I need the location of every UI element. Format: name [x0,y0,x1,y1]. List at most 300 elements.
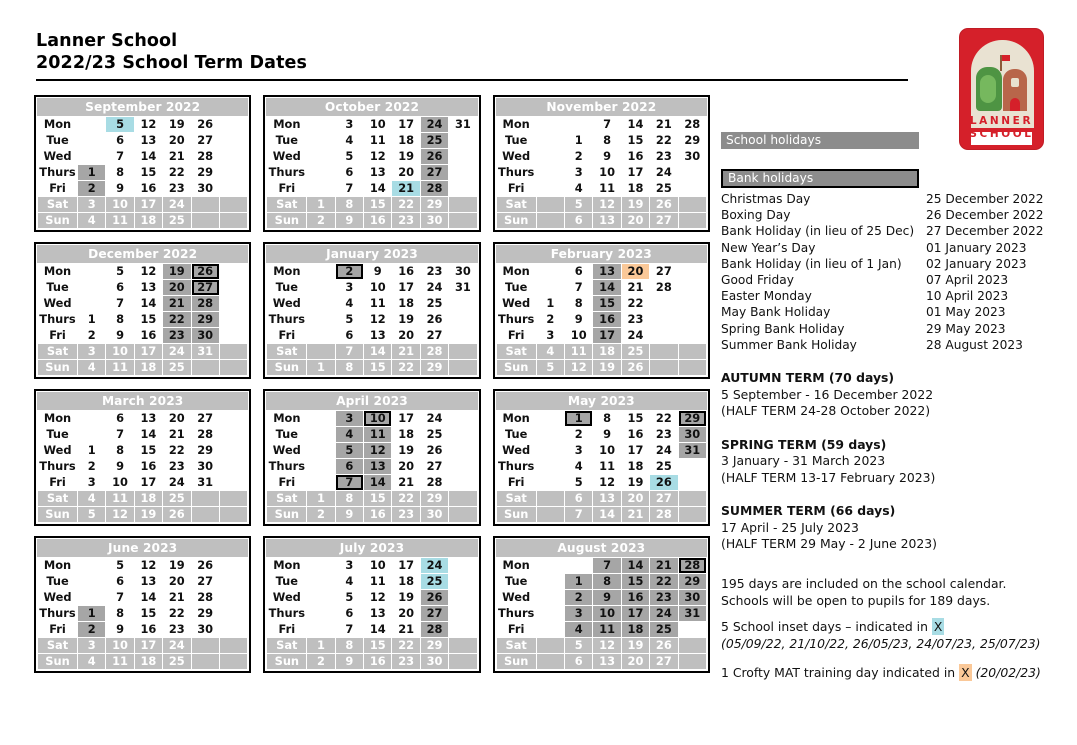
week-row [38,507,247,522]
day-cell: 13 [135,280,162,295]
bank-holiday-name: Easter Monday [721,289,812,304]
empty-cell [307,181,334,196]
day-of-week-label: Mon [267,117,306,132]
day-cell: 26 [650,475,677,490]
day-cell: 3 [336,280,363,295]
day-cell: 30 [192,459,219,474]
week-row [497,165,706,180]
empty-cell [220,197,247,212]
bank-holiday-row [721,207,1051,223]
week-row [38,491,247,506]
day-cell: 17 [392,411,419,426]
day-cell: 8 [336,360,363,375]
day-cell: 21 [163,149,190,164]
week-row [267,443,476,458]
empty-cell [679,491,706,506]
day-cell: 17 [135,344,162,359]
day-cell: 20 [622,491,649,506]
day-cell: 31 [679,443,706,458]
day-cell: 3 [78,475,105,490]
calendar-grid [34,95,710,673]
empty-cell [537,427,564,442]
day-cell: 26 [421,312,448,327]
day-cell: 27 [192,280,219,295]
day-cell: 14 [135,427,162,442]
day-cell: 25 [421,133,448,148]
month-table [496,410,707,523]
bank-holiday-name: Bank Holiday (in lieu of 25 Dec) [721,224,915,239]
empty-cell [537,181,564,196]
day-cell: 9 [364,264,391,279]
day-of-week-label: Sat [267,197,306,212]
day-cell: 30 [192,328,219,343]
note-calendar-days: 195 days are included on the school calendar. [721,575,1007,591]
bank-holiday-date: 10 April 2023 [926,289,1009,304]
month-card [263,536,480,673]
empty-cell [220,443,247,458]
day-cell: 17 [135,638,162,653]
day-cell: 26 [192,558,219,573]
day-cell: 14 [593,280,620,295]
day-of-week-label: Thurs [39,312,76,326]
empty-cell [449,475,476,490]
day-cell: 27 [650,264,677,279]
day-of-week-label: Sun [38,360,77,375]
bank-holiday-row [721,191,1051,207]
day-cell: 29 [192,312,219,327]
day-of-week-label: Fri [38,181,77,196]
day-of-week-label: Thurs [497,165,535,179]
day-cell: 1 [307,197,334,212]
day-cell: 6 [565,654,592,669]
day-cell: 25 [650,459,677,474]
day-cell: 6 [336,165,363,180]
empty-cell [679,296,706,311]
empty-cell [307,133,334,148]
day-cell: 27 [650,491,677,506]
day-cell: 28 [192,590,219,605]
month-title: June 2023 [37,539,248,557]
month-card [34,242,251,379]
week-row [497,264,706,279]
empty-cell [650,344,677,359]
month-card [34,536,251,673]
empty-cell [537,280,564,295]
day-cell: 21 [163,427,190,442]
empty-cell [537,574,564,589]
empty-cell [307,296,334,311]
empty-cell [537,149,564,164]
page-title: 2022/23 School Term Dates [36,53,308,73]
empty-cell [220,507,247,522]
empty-cell [307,459,334,474]
day-cell: 9 [593,149,620,164]
day-cell: 16 [622,427,649,442]
day-cell: 3 [565,606,592,621]
empty-cell [307,344,334,359]
day-cell: 4 [537,344,564,359]
day-cell: 14 [622,558,649,573]
day-of-week-label: Sat [497,197,536,212]
day-cell: 20 [392,328,419,343]
day-of-week-label: Wed [38,443,77,458]
term-date-range: 5 September - 16 December 2022 [721,386,934,402]
empty-cell [679,475,706,490]
legend-school-holidays: School holidays [721,132,919,149]
day-of-week-label: Sat [497,638,536,653]
day-cell: 12 [364,312,391,327]
day-cell: 11 [106,213,133,228]
day-cell: 18 [392,296,419,311]
day-of-week-label: Fri [38,622,77,637]
day-of-week-label: Mon [267,411,306,426]
week-row [497,427,706,442]
empty-cell [449,328,476,343]
day-cell: 22 [650,411,677,426]
day-of-week-label: Mon [497,411,536,426]
day-cell: 21 [163,590,190,605]
week-row [267,149,476,164]
week-row [38,558,247,573]
day-of-week-label: Fri [267,328,306,343]
week-row [267,165,476,180]
week-row [267,427,476,442]
empty-cell [220,165,247,180]
day-cell: 4 [336,427,363,442]
empty-cell [679,280,706,295]
day-cell: 10 [364,117,391,132]
week-row [267,558,476,573]
day-cell: 20 [622,654,649,669]
day-cell: 3 [336,117,363,132]
month-card [34,389,251,526]
week-row [267,622,476,637]
day-cell: 31 [192,344,219,359]
day-cell: 5 [537,360,564,375]
day-cell: 21 [650,558,677,573]
legend-bank-holidays: Bank holidays [721,169,919,188]
empty-cell [78,133,105,148]
empty-cell [679,181,706,196]
empty-cell [307,149,334,164]
day-of-week-label: Tue [267,133,306,148]
day-of-week-label: Wed [267,296,306,311]
empty-cell [565,117,592,132]
day-cell: 7 [106,427,133,442]
day-cell: 26 [421,443,448,458]
empty-cell [537,638,564,653]
month-table [496,263,707,376]
day-cell: 26 [421,590,448,605]
day-cell: 24 [163,197,190,212]
day-cell: 19 [163,558,190,573]
day-cell: 16 [593,312,620,327]
week-row [267,574,476,589]
empty-cell [192,360,219,375]
day-cell: 21 [392,344,419,359]
month-table [496,116,707,229]
day-cell: 13 [135,574,162,589]
week-row [267,507,476,522]
day-of-week-label: Sat [267,344,306,359]
week-row [38,133,247,148]
empty-cell [650,296,677,311]
day-of-week-label: Sun [38,213,77,228]
day-cell: 22 [392,638,419,653]
bank-holiday-name: Christmas Day [721,192,811,206]
month-table [37,263,248,376]
day-of-week-label: Fri [38,475,77,490]
bank-holiday-name: New Year’s Day [721,240,816,255]
month-card [493,95,710,232]
day-cell: 24 [163,638,190,653]
day-of-week-label: Thurs [268,312,306,326]
day-cell: 20 [622,264,649,279]
day-cell: 12 [135,558,162,573]
day-cell: 11 [106,654,133,669]
day-cell: 23 [163,459,190,474]
empty-cell [220,296,247,311]
week-row [38,197,247,212]
day-cell: 7 [565,507,592,522]
bank-holiday-date: 26 December 2022 [926,208,1044,223]
day-cell: 25 [421,427,448,442]
bank-holidays-list [721,191,1051,353]
day-cell: 28 [421,181,448,196]
week-row [38,149,247,164]
day-cell: 18 [622,181,649,196]
empty-cell [679,507,706,522]
day-cell: 17 [622,606,649,621]
empty-cell [220,344,247,359]
month-table [496,557,707,670]
day-cell: 8 [106,443,133,458]
day-cell: 9 [565,312,592,327]
day-cell: 26 [650,197,677,212]
empty-cell [449,638,476,653]
day-of-week-label: Mon [38,264,77,279]
day-cell: 15 [135,443,162,458]
empty-cell [537,117,564,132]
bank-holiday-name: Bank Holiday (in lieu of 1 Jan) [721,256,902,271]
week-row [38,312,247,327]
day-of-week-label: Fri [497,181,536,196]
day-cell: 30 [449,264,476,279]
day-cell: 15 [622,574,649,589]
empty-cell [78,296,105,311]
empty-cell [537,606,564,621]
day-of-week-label: Tue [38,280,77,295]
day-of-week-label: Sat [38,344,77,359]
day-cell: 6 [565,213,592,228]
week-row [38,459,247,474]
day-of-week-label: Tue [267,427,306,442]
week-row [38,264,247,279]
day-cell: 12 [593,638,620,653]
day-cell: 21 [163,296,190,311]
month-table [266,116,477,229]
day-cell: 15 [593,296,620,311]
empty-cell [78,264,105,279]
day-cell: 23 [163,328,190,343]
day-cell: 18 [135,491,162,506]
note-pupil-days: Schools will be open to pupils for 189 days. [721,592,991,608]
empty-cell [537,590,564,605]
day-cell: 2 [307,213,334,228]
week-row [267,459,476,474]
week-row [38,165,247,180]
day-cell: 25 [163,491,190,506]
day-of-week-label: Wed [497,296,536,311]
week-row [497,133,706,148]
week-row [267,312,476,327]
day-cell: 19 [392,590,419,605]
day-cell: 15 [135,606,162,621]
day-cell: 10 [593,443,620,458]
day-cell: 9 [336,507,363,522]
day-of-week-label: Tue [38,427,77,442]
empty-cell [537,411,564,426]
day-cell: 16 [364,507,391,522]
day-cell: 3 [336,411,363,426]
month-title: July 2023 [266,539,477,557]
month-title: August 2023 [496,539,707,557]
empty-cell [449,606,476,621]
empty-cell [220,606,247,621]
day-of-week-label: Sun [497,213,536,228]
empty-cell [449,654,476,669]
day-cell: 18 [135,360,162,375]
empty-cell [537,459,564,474]
bank-holiday-date: 01 May 2023 [926,305,1006,320]
day-cell: 24 [622,328,649,343]
empty-cell [307,622,334,637]
day-cell: 12 [593,197,620,212]
day-cell: 30 [192,181,219,196]
day-cell: 8 [336,197,363,212]
day-cell: 28 [192,296,219,311]
day-cell: 11 [364,574,391,589]
bank-holiday-row [721,272,1051,288]
day-cell: 8 [336,491,363,506]
day-cell: 3 [565,443,592,458]
day-cell: 1 [307,491,334,506]
empty-cell [537,558,564,573]
day-cell: 12 [135,264,162,279]
day-of-week-label: Sat [38,197,77,212]
week-row [497,360,706,375]
empty-cell [449,213,476,228]
empty-cell [220,590,247,605]
day-cell: 4 [565,181,592,196]
day-cell: 27 [421,328,448,343]
empty-cell [78,427,105,442]
day-cell: 29 [421,638,448,653]
empty-cell [220,133,247,148]
note-mat-date: (20/02/23) [975,664,1041,680]
empty-cell [78,590,105,605]
bank-holiday-name: Spring Bank Holiday [721,321,845,336]
week-row [497,574,706,589]
day-of-week-label: Thurs [268,459,306,473]
note-inset-days [721,618,1051,635]
day-cell: 21 [392,622,419,637]
day-cell: 13 [593,491,620,506]
day-cell: 19 [622,638,649,653]
empty-cell [307,574,334,589]
term-heading: AUTUMN TERM (70 days) [721,370,895,386]
logo-illustration [976,63,1029,111]
day-cell: 4 [78,491,105,506]
day-cell: 26 [421,149,448,164]
day-cell: 31 [449,117,476,132]
day-cell: 27 [192,133,219,148]
day-cell: 16 [392,264,419,279]
week-row [497,459,706,474]
empty-cell [307,411,334,426]
day-cell: 7 [593,558,620,573]
empty-cell [537,507,564,522]
info-panel [721,132,1051,681]
day-cell: 4 [336,296,363,311]
week-row [497,606,706,621]
day-cell: 11 [593,622,620,637]
day-of-week-label: Tue [497,574,536,589]
week-row [38,328,247,343]
bank-holiday-date: 28 August 2023 [926,337,1023,352]
day-cell: 5 [78,507,105,522]
week-row [38,622,247,637]
day-cell: 15 [364,638,391,653]
day-of-week-label: Wed [38,590,77,605]
day-cell: 20 [392,606,419,621]
month-table [37,116,248,229]
day-cell: 19 [163,117,190,132]
month-title: May 2023 [496,392,707,410]
day-cell: 29 [421,360,448,375]
day-cell: 4 [78,360,105,375]
empty-cell [449,312,476,327]
week-row [267,213,476,228]
day-cell: 3 [78,197,105,212]
day-of-week-label: Fri [267,475,306,490]
day-cell: 22 [392,491,419,506]
bank-holiday-date: 25 December 2022 [926,192,1044,206]
day-cell: 9 [106,622,133,637]
empty-cell [307,312,334,327]
bank-holiday-name: May Bank Holiday [721,305,831,320]
day-cell: 10 [364,558,391,573]
day-cell: 12 [364,590,391,605]
empty-cell [449,507,476,522]
empty-cell [449,558,476,573]
day-of-week-label: Thurs [497,606,535,620]
day-cell: 22 [163,312,190,327]
day-of-week-label: Fri [267,622,306,637]
week-row [38,638,247,653]
empty-cell [307,117,334,132]
empty-cell [679,622,706,637]
day-cell: 28 [421,622,448,637]
day-cell: 24 [421,117,448,132]
day-cell: 5 [565,197,592,212]
day-of-week-label: Mon [497,117,536,132]
day-cell: 1 [565,574,592,589]
empty-cell [679,328,706,343]
empty-cell [449,360,476,375]
day-cell: 7 [106,590,133,605]
term-half-term: (HALF TERM 13-17 February 2023) [721,469,936,485]
